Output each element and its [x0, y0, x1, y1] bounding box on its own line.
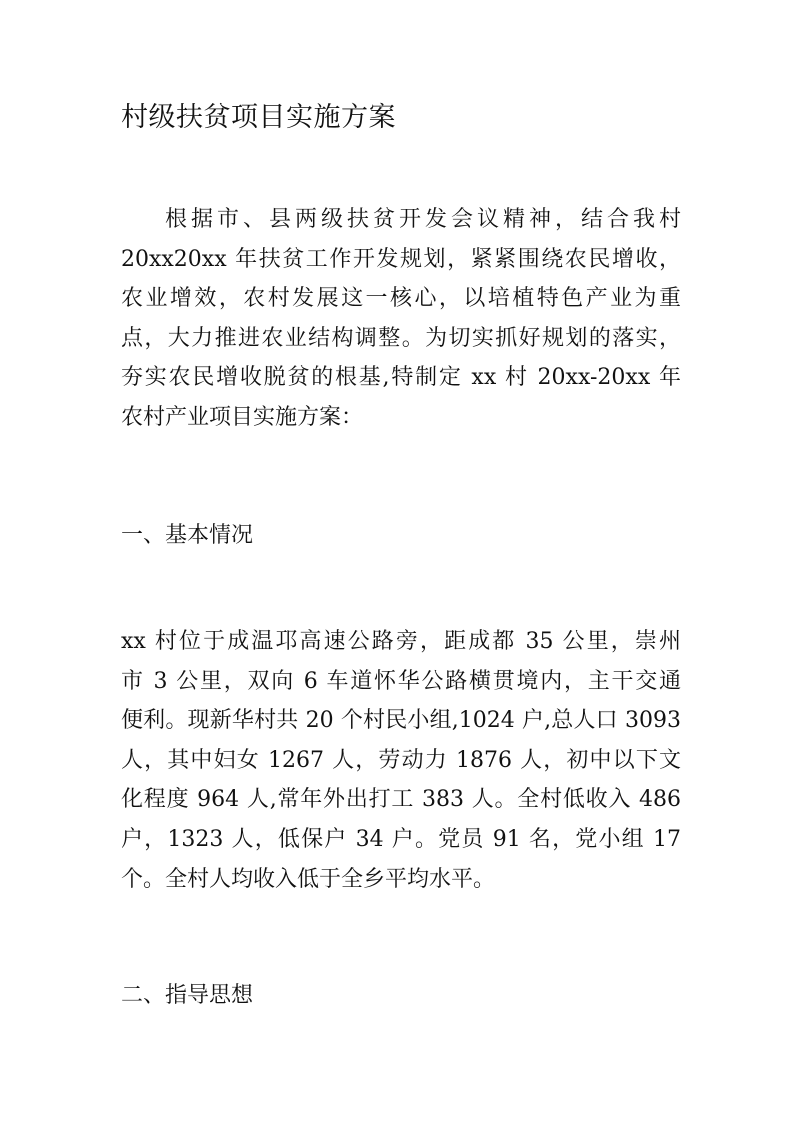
paragraph-line: 农村产业项目实施方案：: [121, 404, 364, 430]
paragraph-line: 便利。现新华村共 20 个村民小组,1024 户,总人口 3093: [121, 708, 681, 734]
paragraph-line: 根据市、县两级扶贫开发会议精神，结合我村: [165, 207, 681, 232]
section-heading-guiding-ideology: 二、指导思想: [121, 983, 254, 1008]
paragraph-line: 市 3 公里，双向 6 车道怀华公路横贯境内，主干交通: [121, 668, 681, 694]
paragraph-line: 人，其中妇女 1267 人，劳动力 1876 人，初中以下文: [121, 747, 681, 773]
section-heading-basic-situation: 一、基本情况: [121, 523, 254, 548]
paragraph-line: 户，1323 人，低保户 34 户。党员 91 名，党小组 17: [121, 826, 681, 852]
basic-situation-paragraph: [121, 622, 681, 899]
paragraph-line: 个。全村人均收入低于全乡平均水平。: [121, 866, 496, 892]
document-title: 村级扶贫项目实施方案: [121, 102, 396, 133]
paragraph-line: 农业增效，农村发展这一核心，以培植特色产业为重: [121, 286, 681, 312]
paragraph-line: 夯实农民增收脱贫的根基,特制定 xx 村 20xx-20xx 年: [121, 365, 681, 391]
paragraph-line: xx 村位于成温邛高速公路旁，距成都 35 公里，崇州: [121, 629, 681, 654]
paragraph-line: 化程度 964 人,常年外出打工 383 人。全村低收入 486: [121, 787, 681, 813]
paragraph-line: 20xx20xx 年扶贫工作开发规划，紧紧围绕农民增收，: [121, 246, 681, 272]
intro-paragraph: [121, 200, 681, 438]
paragraph-line: 点，大力推进农业结构调整。为切实抓好规划的落实，: [121, 325, 681, 351]
